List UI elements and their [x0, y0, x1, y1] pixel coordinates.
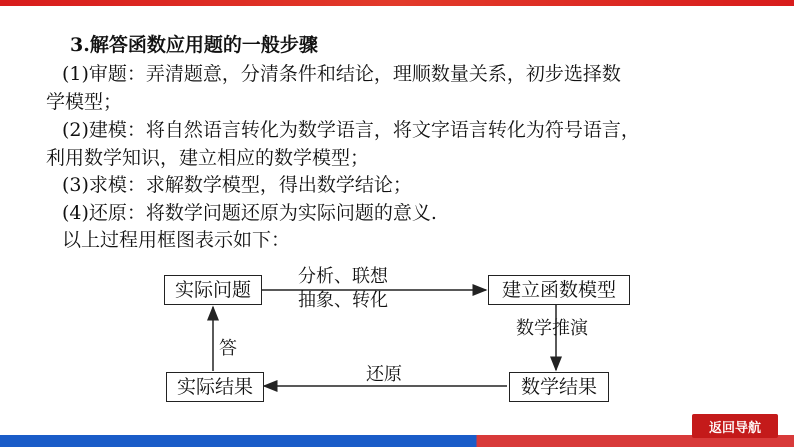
step-2-line-1: (2)建模：将自然语言转化为数学语言，将文字语言转化为符号语言， — [62, 119, 640, 141]
label-deduce: 数学推演 — [516, 318, 588, 339]
label-abstract: 抽象、转化 — [298, 290, 388, 311]
box-real-problem: 实际问题 — [164, 275, 262, 305]
step-2-line-2: 利用数学知识，建立相应的数学模型； — [46, 147, 370, 169]
label-analyze: 分析、联想 — [298, 266, 388, 287]
step-4-line: (4)还原：将数学问题还原为实际问题的意义. — [62, 202, 437, 224]
section-heading: 3.解答函数应用题的一般步骤 — [70, 34, 318, 56]
back-to-navigation-button[interactable]: 返回导航 — [692, 414, 778, 438]
bottom-accent-bar — [0, 435, 794, 447]
box-math-result: 数学结果 — [509, 372, 609, 402]
step-1-line-1: (1)审题：弄清题意，分清条件和结论，理顺数量关系，初步选择数 — [62, 63, 621, 85]
step-1-line-2: 学模型； — [46, 91, 123, 113]
diagram-intro: 以上过程用框图表示如下： — [62, 229, 291, 251]
label-restore: 还原 — [366, 364, 402, 385]
box-build-model: 建立函数模型 — [488, 275, 630, 305]
step-3-line: (3)求模：求解数学模型，得出数学结论； — [62, 174, 412, 196]
label-answer: 答 — [219, 338, 237, 359]
box-real-result: 实际结果 — [166, 372, 264, 402]
